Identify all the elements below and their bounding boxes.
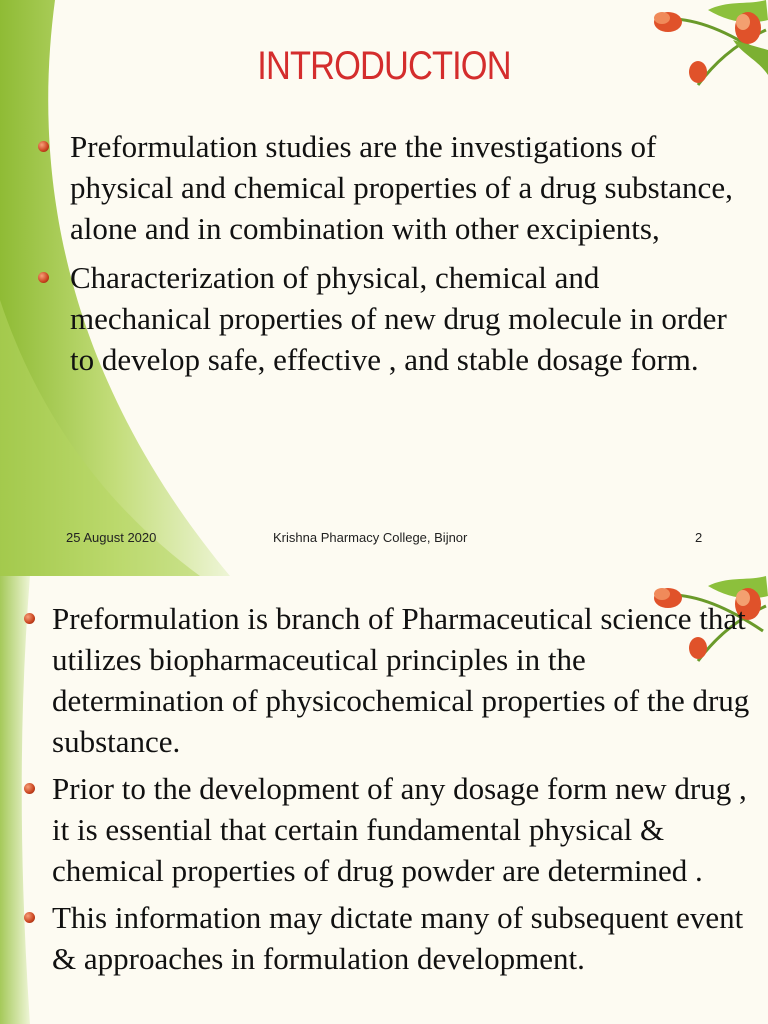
slide-title: INTRODUCTION [257,44,511,88]
bullet-text: Characterization of physical, chemical and mechanical properties of new drug molecule in order to develop safe, effective , and stable dosage form. [70,260,727,377]
bullet-dot-icon [38,272,49,283]
bullet-dot-icon [38,141,49,152]
bullet-text: This information may dictate many of subsequent event & approaches in formulation development. [52,900,744,976]
bullet-dot-icon [24,912,35,923]
bullet-text: Preformulation is branch of Pharmaceutical science that utilizes biopharmaceutical principles in the determination of physicochemical properties of the drug substance. [52,601,750,759]
footer-page-number: 2 [695,530,703,545]
list-item [70,126,740,249]
list-item [52,897,762,979]
list-item [70,257,740,380]
bullet-text: Preformulation studies are the investigations of physical and chemical properties of a drug substance, alone and in combination with other excipients, [70,129,733,246]
slide-2 [0,576,768,1024]
footer-date: 25 August 2020 [66,530,157,545]
footer-college: Krishna Pharmacy College, Bijnor [273,530,468,545]
bullet-text: Prior to the development of any dosage form new drug , it is essential that certain fundamental physical & chemical properties of drug powder are determined . [52,771,747,888]
slide-1-bullet-list [70,126,740,388]
list-item [52,768,762,891]
slide-2-bullet-list [52,598,762,985]
bullet-dot-icon [24,613,35,624]
bullet-dot-icon [24,783,35,794]
list-item [52,598,762,762]
